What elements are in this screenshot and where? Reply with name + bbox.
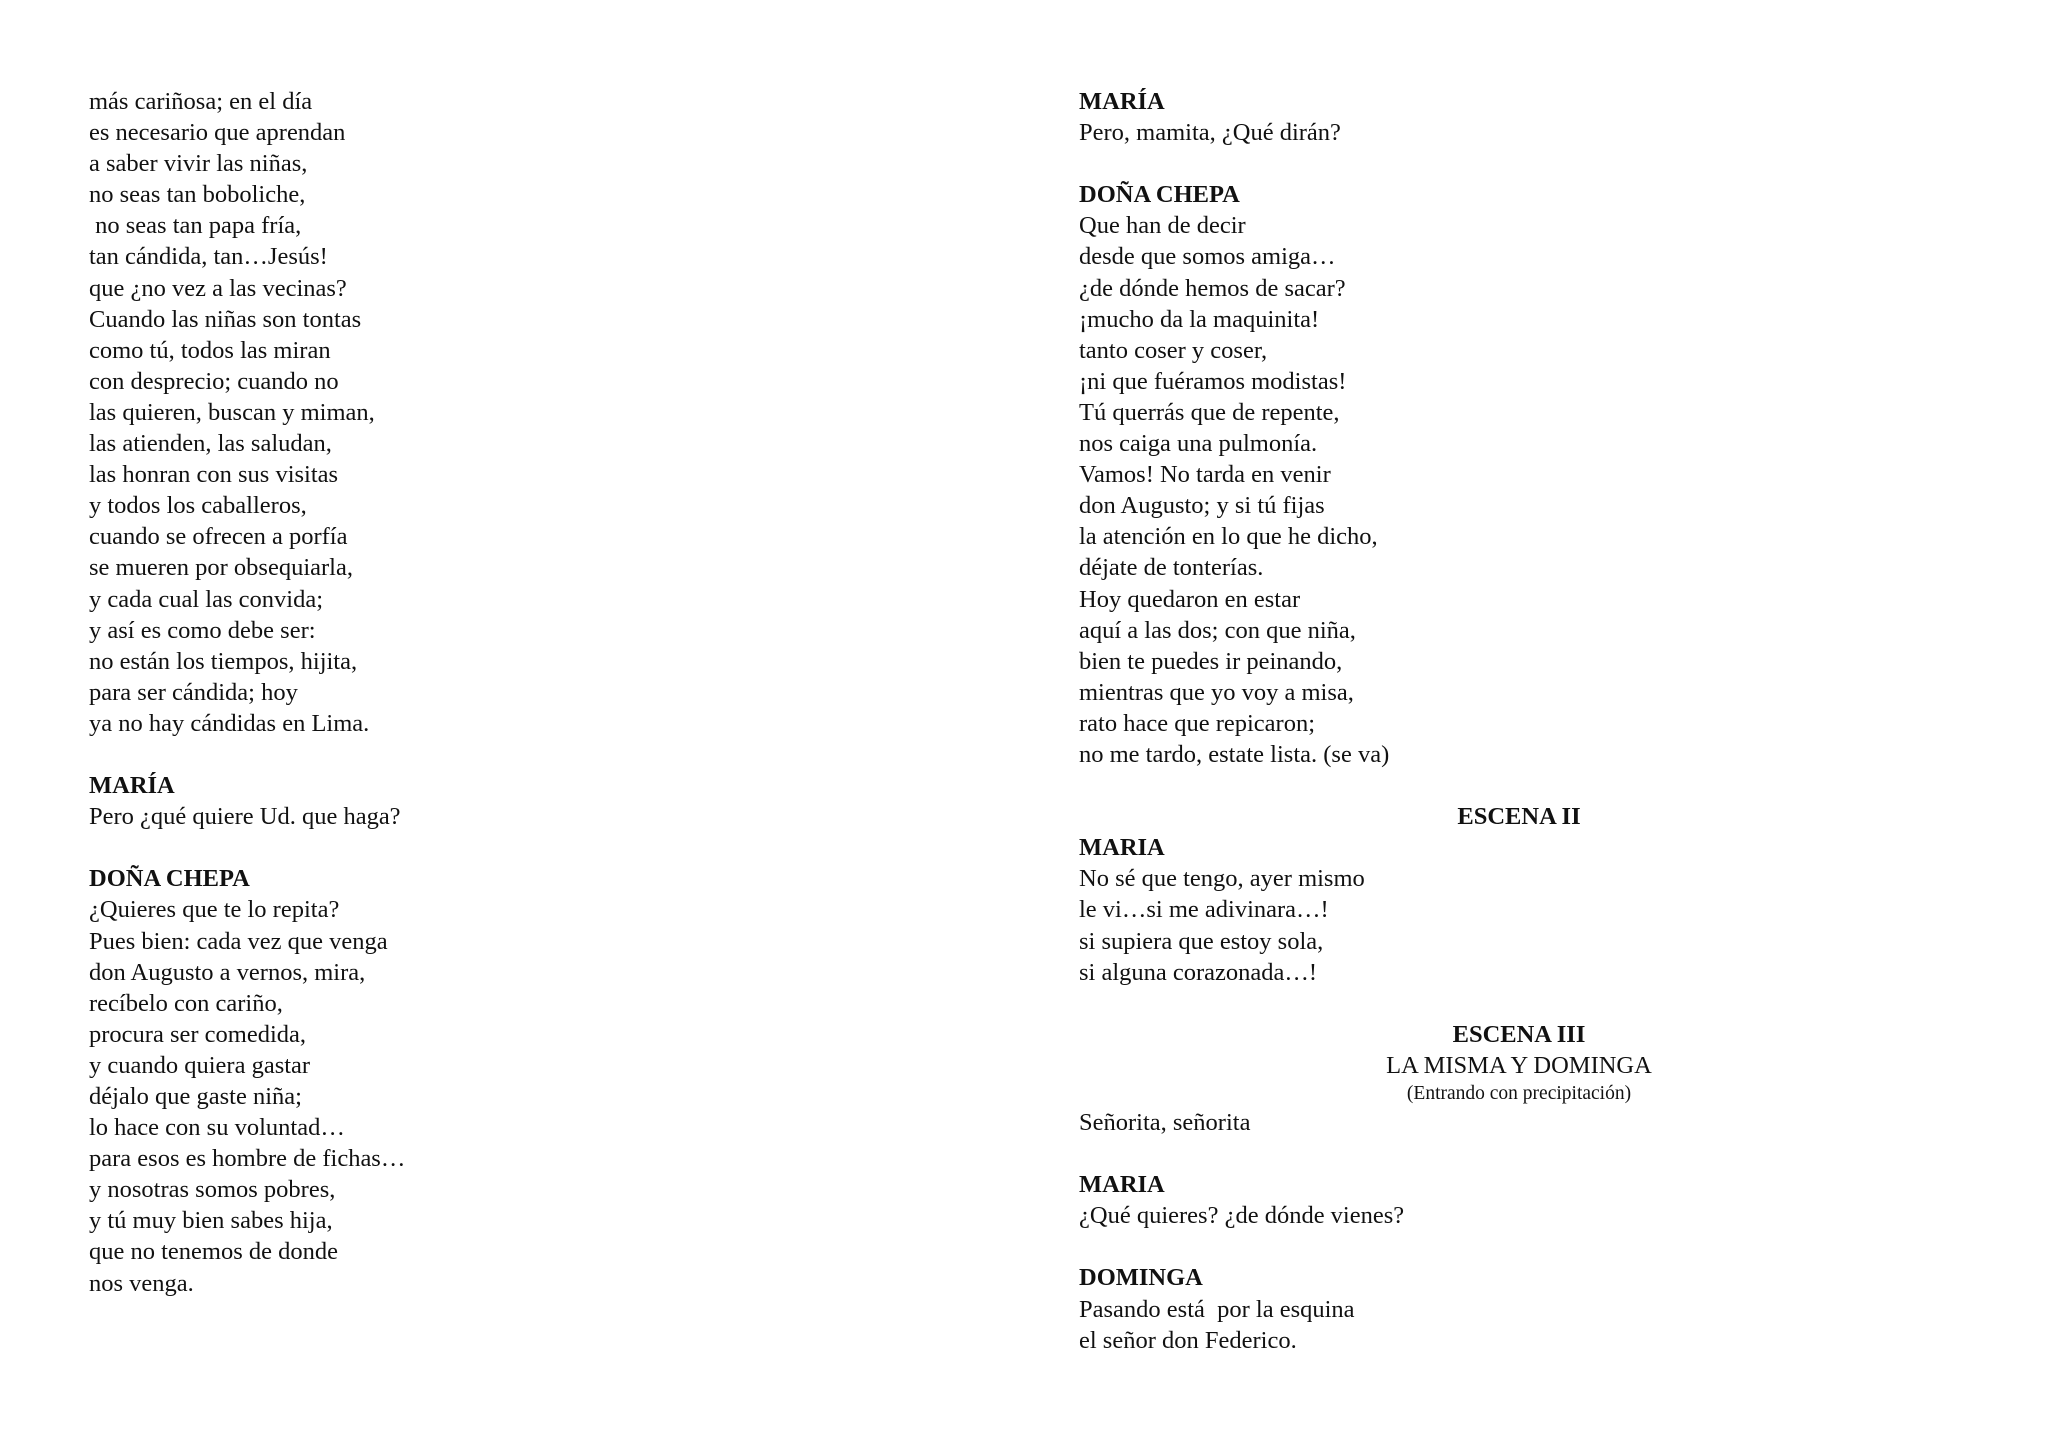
- verse-line: aquí a las dos; con que niña,: [1079, 616, 1356, 644]
- verse-line: Pero ¿qué quiere Ud. que haga?: [89, 803, 401, 831]
- verse-line: bien te puedes ir peinando,: [1079, 647, 1343, 675]
- verse-line: y así es como debe ser:: [89, 616, 316, 644]
- speech-maria: [89, 770, 989, 832]
- speaker-name: MARÍA: [1079, 88, 1165, 115]
- verse-line: si alguna corazonada…!: [1079, 958, 1318, 986]
- verse-line: ya no hay cándidas en Lima.: [89, 709, 370, 737]
- verse-line: rato hace que repicaron;: [1079, 709, 1316, 737]
- left-page: [89, 86, 989, 1330]
- verse-line: con desprecio; cuando no: [89, 367, 339, 395]
- verse-line: mientras que yo voy a misa,: [1079, 678, 1354, 706]
- scene-subtitle: LA MISMA Y DOMINGA: [1386, 1051, 1652, 1079]
- opening-verse: [89, 86, 989, 739]
- scene-title: ESCENA II: [1457, 803, 1581, 831]
- speaker-name: MARIA: [1079, 834, 1165, 862]
- verse-line: si supiera que estoy sola,: [1079, 927, 1324, 955]
- verse-line: las honran con sus visitas: [89, 461, 339, 489]
- verse-line: tanto coser y coser,: [1079, 336, 1268, 364]
- verse-line: desde que somos amiga…: [1079, 243, 1336, 271]
- verse-line: no seas tan boboliche,: [89, 181, 306, 209]
- verse-line: ¿Qué quieres? ¿de dónde vienes?: [1079, 1202, 1405, 1230]
- verse-line: para esos es hombre de fichas…: [89, 1145, 406, 1173]
- verse-line: Cuando las niñas son tontas: [89, 305, 362, 333]
- verse-line: no están los tiempos, hijita,: [89, 647, 358, 675]
- verse-line: las atienden, las saludan,: [89, 430, 332, 458]
- speech-maria: [1079, 86, 1979, 148]
- verse-line: Pues bien: cada vez que venga: [89, 927, 388, 955]
- verse-line: cuando se ofrecen a porfía: [89, 523, 348, 551]
- verse-line: y cuando quiera gastar: [89, 1051, 311, 1079]
- verse-line: Señorita, señorita: [1079, 1109, 1251, 1136]
- verse-line: no seas tan papa fría,: [89, 212, 302, 240]
- verse-line: tan cándida, tan…Jesús!: [89, 243, 328, 271]
- scene-title: ESCENA III: [1452, 1020, 1586, 1048]
- verse-line: ¿Quieres que te lo repita?: [89, 896, 340, 924]
- speaker-name: MARIA: [1079, 1171, 1165, 1199]
- verse-line: para ser cándida; hoy: [89, 678, 298, 706]
- verse-line: recíbelo con cariño,: [89, 989, 283, 1017]
- speaker-name: DOÑA CHEPA: [89, 865, 250, 893]
- verse-line: ¡ni que fuéramos modistas!: [1079, 367, 1347, 395]
- speaker-name: DOMINGA: [1079, 1264, 1203, 1292]
- verse-line: déjalo que gaste niña;: [89, 1083, 302, 1110]
- speaker-name: DOÑA CHEPA: [1079, 181, 1240, 209]
- verse-line: y tú muy bien sabes hija,: [89, 1207, 333, 1235]
- verse-line: No sé que tengo, ayer mismo: [1079, 865, 1365, 893]
- speech-dominga: [1079, 1262, 1979, 1355]
- verse-line: la atención en lo que he dicho,: [1079, 523, 1378, 551]
- verse-line: se mueren por obsequiarla,: [89, 554, 353, 582]
- verse-line: déjate de tonterías.: [1079, 554, 1264, 582]
- verse-line: ¡mucho da la maquinita!: [1079, 305, 1320, 333]
- verse-line: las quieren, buscan y miman,: [89, 398, 375, 426]
- verse-line: y nosotras somos pobres,: [89, 1176, 336, 1204]
- verse-line: Vamos! No tarda en venir: [1079, 461, 1331, 489]
- speech-maria: [1079, 1169, 1979, 1231]
- verse-line: ¿de dónde hemos de sacar?: [1079, 274, 1346, 302]
- scene-2: [1079, 801, 1959, 988]
- speech-dona-chepa: [1079, 179, 1979, 770]
- verse-line: como tú, todos las miran: [89, 336, 331, 364]
- verse-line: procura ser comedida,: [89, 1020, 306, 1048]
- scene-3: [1079, 1019, 1959, 1138]
- verse-line: Pasando está por la esquina: [1079, 1295, 1355, 1323]
- verse-line: no me tardo, estate lista. (se va): [1079, 740, 1390, 768]
- verse-line: y todos los caballeros,: [89, 492, 307, 520]
- verse-line: don Augusto a vernos, mira,: [89, 958, 366, 986]
- verse-line: don Augusto; y si tú fijas: [1079, 492, 1325, 520]
- verse-line: nos caiga una pulmonía.: [1079, 430, 1318, 458]
- verse-line: Que han de decir: [1079, 212, 1246, 240]
- verse-line: le vi…si me adivinara…!: [1079, 896, 1329, 924]
- right-page: [1079, 86, 1979, 1387]
- verse-line: a saber vivir las niñas,: [89, 150, 308, 178]
- speaker-name: MARÍA: [89, 772, 175, 800]
- speech-dona-chepa: [89, 863, 989, 1298]
- verse-line: Hoy quedaron en estar: [1079, 585, 1301, 613]
- verse-line: Pero, mamita, ¿Qué dirán?: [1079, 119, 1341, 147]
- verse-line: el señor don Federico.: [1079, 1326, 1297, 1354]
- verse-line: que no tenemos de donde: [89, 1238, 339, 1266]
- verse-line: Tú querrás que de repente,: [1079, 398, 1340, 426]
- stage-direction: (Entrando con precipitación): [1406, 1083, 1632, 1104]
- verse-line: es necesario que aprendan: [89, 119, 346, 147]
- verse-line: que ¿no vez a las vecinas?: [89, 274, 347, 302]
- verse-line: lo hace con su voluntad…: [89, 1114, 345, 1142]
- verse-line: más cariñosa; en el día: [89, 88, 313, 115]
- verse-line: y cada cual las convida;: [89, 585, 324, 613]
- verse-line: nos venga.: [89, 1269, 194, 1297]
